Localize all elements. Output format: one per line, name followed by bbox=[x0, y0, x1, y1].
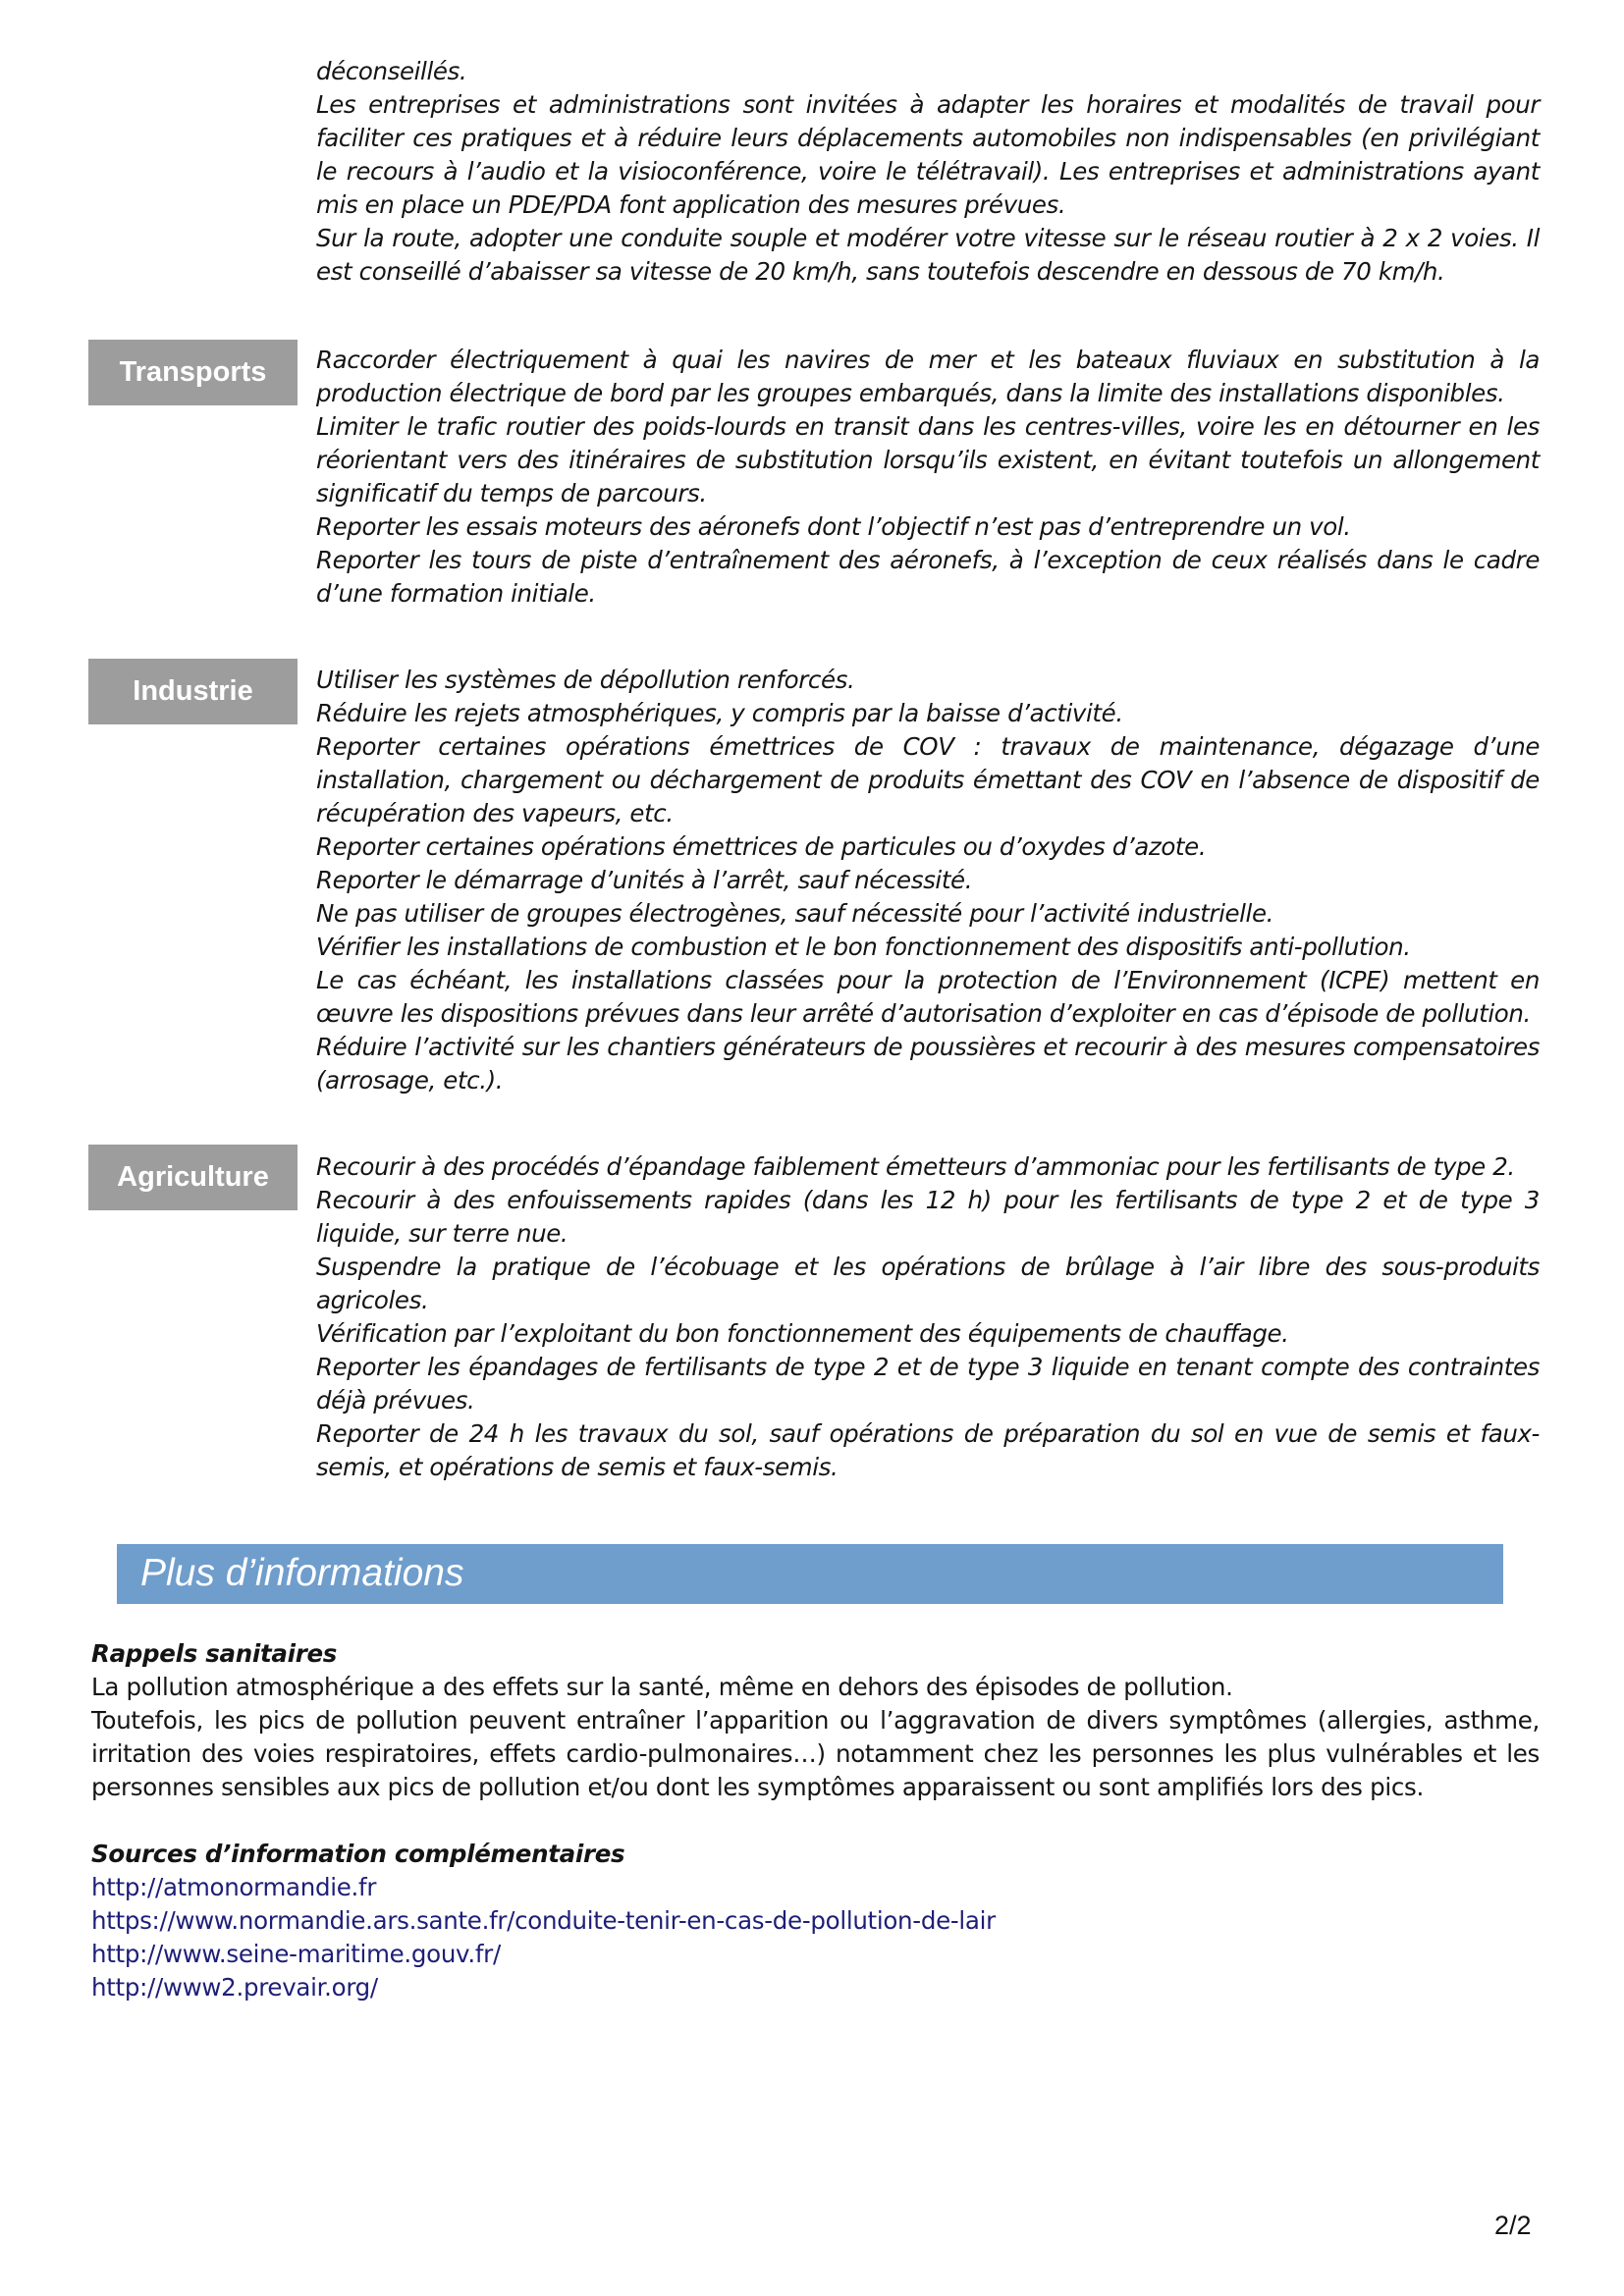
paragraph: Sur la route, adopter une conduite souple et modérer votre vitesse sur le réseau routier à 2 x 2 voies. Il est conseillé d’abaisser sa vitesse de 20 km/h, sans toutefois descendre en dessous de 70 km/h. bbox=[316, 224, 1540, 286]
paragraph: Les entreprises et administrations sont invitées à adapter les horaires et modalités de travail pour faciliter ces pratiques et à réduire leurs déplacements automobiles non indispensables (en privilégiant le recours à l’audio et la visioconférence, voire le télétravail). Les entreprises et administrations ayant mis en place un PDE/PDA font application des mesures prévues. bbox=[316, 90, 1540, 219]
paragraph: Reporter le démarrage d’unités à l’arrêt, sauf nécessité. bbox=[316, 866, 973, 894]
section-text-industrie bbox=[316, 664, 1540, 1097]
paragraph: Reporter certaines opérations émettrices de particules ou d’oxydes d’azote. bbox=[316, 832, 1207, 861]
health-paragraph: La pollution atmosphérique a des effets sur la santé, même en dehors des épisodes de pollution. bbox=[91, 1673, 1233, 1701]
paragraph: Vérification par l’exploitant du bon fonctionnement des équipements de chauffage. bbox=[316, 1319, 1289, 1348]
paragraph: Reporter les tours de piste d’entraînement des aéronefs, à l’exception de ceux réalisés dans le cadre d’une formation initiale. bbox=[316, 546, 1540, 608]
paragraph: Ne pas utiliser de groupes électrogènes, sauf nécessité pour l’activité industrielle. bbox=[316, 899, 1274, 928]
paragraph: Utiliser les systèmes de dépollution renforcés. bbox=[316, 666, 855, 694]
paragraph: Raccorder électriquement à quai les navires de mer et les bateaux fluviaux en substitution à la production électrique de bord par les groupes embarqués, dans la limite des installations disponibles. bbox=[316, 346, 1540, 407]
continuation-text bbox=[316, 55, 1540, 289]
paragraph: Réduire les rejets atmosphériques, y compris par la baisse d’activité. bbox=[316, 699, 1123, 727]
page-number: 2/2 bbox=[1494, 2211, 1532, 2240]
source-link-ars-normandie[interactable]: https://www.normandie.ars.sante.fr/conduite-tenir-en-cas-de-pollution-de-lair bbox=[91, 1906, 996, 1935]
paragraph: déconseillés. bbox=[316, 57, 467, 85]
more-info-content bbox=[91, 1637, 1540, 2004]
more-info-banner bbox=[117, 1544, 1503, 1604]
source-link-seine-maritime[interactable]: http://www.seine-maritime.gouv.fr/ bbox=[91, 1940, 501, 1968]
health-paragraph: Toutefois, les pics de pollution peuvent entraîner l’apparition ou l’aggravation de divers symptômes (allergies, asthme, irritation des voies respiratoires, effets cardio-pulmonaires…) notamment chez les personnes les plus vulnérables et les personnes sensibles aux pics de pollution et/ou dont les symptômes apparaissent ou sont amplifiés lors des pics. bbox=[91, 1706, 1540, 1801]
paragraph: Reporter les essais moteurs des aéronefs dont l’objectif n’est pas d’entreprendre un vol. bbox=[316, 512, 1351, 541]
paragraph: Recourir à des procédés d’épandage faiblement émetteurs d’ammoniac pour les fertilisants de type 2. bbox=[316, 1152, 1515, 1181]
paragraph: Vérifier les installations de combustion et le bon fonctionnement des dispositifs anti-pollution. bbox=[316, 933, 1411, 961]
source-link-prevair[interactable]: http://www2.prevair.org/ bbox=[91, 1973, 378, 2002]
section-label-industrie: Industrie bbox=[88, 659, 298, 724]
section-text-agriculture bbox=[316, 1150, 1540, 1484]
source-link-atmonormandie[interactable]: http://atmonormandie.fr bbox=[91, 1873, 377, 1901]
paragraph: Réduire l’activité sur les chantiers générateurs de poussières et recourir à des mesures compensatoires (arrosage, etc.). bbox=[316, 1033, 1540, 1095]
paragraph: Reporter certaines opérations émettrices de COV : travaux de maintenance, dégazage d’une installation, chargement ou déchargement de produits émettant des COV en l’absence de dispositif de récupération des vapeurs, etc. bbox=[316, 732, 1540, 828]
paragraph: Reporter les épandages de fertilisants de type 2 et de type 3 liquide en tenant compte des contraintes déjà prévues. bbox=[316, 1353, 1540, 1415]
health-heading: Rappels sanitaires bbox=[91, 1639, 338, 1668]
paragraph: Suspendre la pratique de l’écobuage et les opérations de brûlage à l’air libre des sous-produits agricoles. bbox=[316, 1253, 1540, 1314]
section-label-transports: Transports bbox=[88, 340, 298, 405]
paragraph: Le cas échéant, les installations classées pour la protection de l’Environnement (ICPE) mettent en œuvre les dispositions prévues dans leur arrêté d’autorisation d’exploiter en cas d’épisode de pollution. bbox=[316, 966, 1540, 1028]
spacer bbox=[91, 1804, 1540, 1838]
more-info-title: Plus d’informations bbox=[140, 1552, 464, 1594]
paragraph: Limiter le trafic routier des poids-lourds en transit dans les centres-villes, voire les en détourner en les réorientant vers des itinéraires de substitution lorsqu’ils existent, en évitant toutefois un allongement significatif du temps de parcours. bbox=[316, 412, 1540, 507]
section-label-agriculture: Agriculture bbox=[88, 1145, 298, 1210]
sources-heading: Sources d’information complémentaires bbox=[91, 1840, 625, 1868]
paragraph: Reporter de 24 h les travaux du sol, sauf opérations de préparation du sol en vue de semis et faux-semis, et opérations de semis et faux-semis. bbox=[316, 1419, 1540, 1481]
section-text-transports bbox=[316, 344, 1540, 611]
paragraph: Recourir à des enfouissements rapides (dans les 12 h) pour les fertilisants de type 2 et de type 3 liquide, sur terre nue. bbox=[316, 1186, 1540, 1248]
